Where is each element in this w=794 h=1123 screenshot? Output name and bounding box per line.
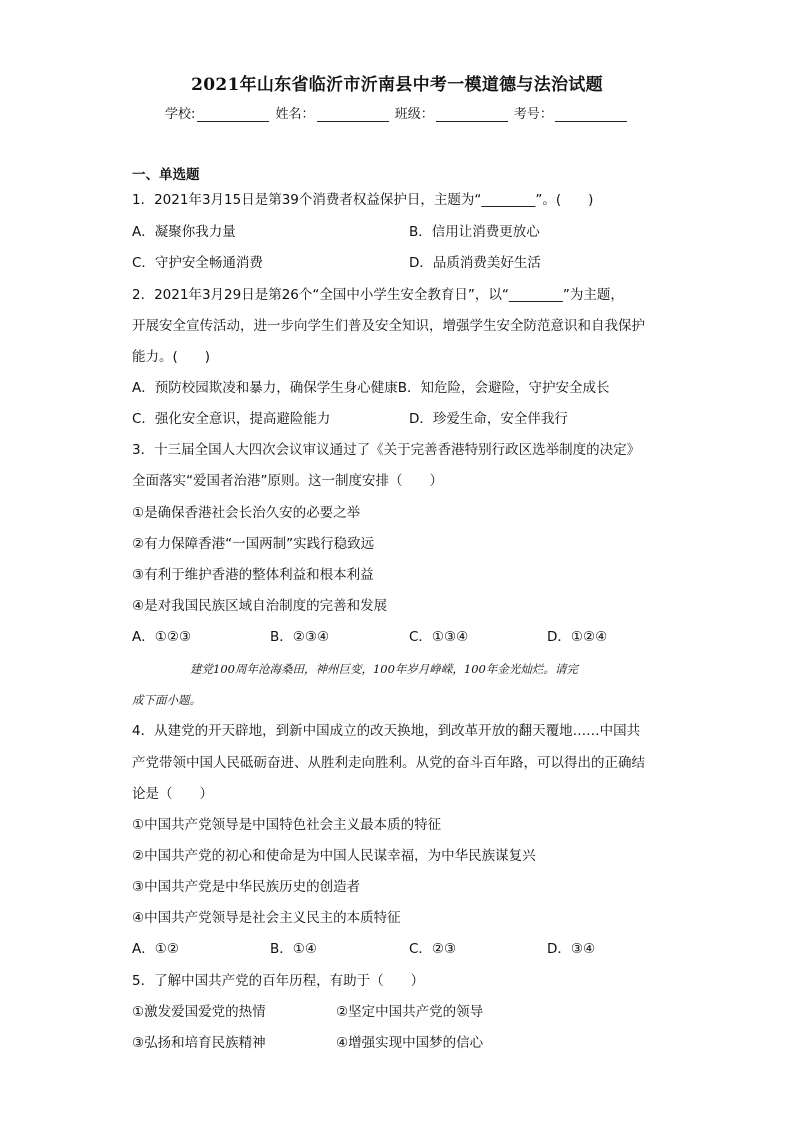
q2-stem-line1: 2．2021年3月29日是第26个“全国中小学生安全教育日”，以“________”为主题， — [132, 287, 624, 303]
q2-stem-line2: 开展安全宣传活动，进一步向学生们普及安全知识，增强学生安全防范意识和自我保护 — [132, 318, 645, 334]
q5-statement-2: ②坚定中国共产党的领导 — [336, 1004, 484, 1020]
q3-statement-3: ③有利于维护香港的整体利益和根本利益 — [132, 567, 374, 583]
q2-stem-line3: 能力。( ) — [132, 349, 211, 365]
q4-option-d: D．③④ — [547, 941, 596, 957]
q3-statement-1: ①是确保香港社会长治久安的必要之举 — [132, 505, 361, 521]
name-blank[interactable] — [317, 107, 389, 122]
q1-option-d: D．品质消费美好生活 — [409, 255, 541, 271]
q4-statement-2: ②中国共产党的初心和使命是为中国人民谋幸福，为中华民族谋复兴 — [132, 848, 536, 864]
q3-option-b: B．②③④ — [270, 629, 330, 645]
q4-option-b: B．①④ — [270, 941, 317, 957]
q3-stem-line2: 全面落实“爱国者治港”原则。这一制度安排（ ） — [132, 473, 443, 489]
exam-title: 2021年山东省临沂市沂南县中考一模道德与法治试题 — [191, 75, 603, 95]
q4-stem-line2: 产党带领中国人民砥砺奋进、从胜利走向胜利。从党的奋斗百年路，可以得出的正确结 — [132, 755, 645, 771]
passage-note-line1: 建党100周年沧海桑田，神州巨变，100年岁月峥嵘，100年金光灿烂。请完 — [190, 662, 578, 676]
q1-option-b: B．信用让消费更放心 — [409, 224, 540, 240]
q5-statement-1: ①激发爱国爱党的热情 — [132, 1004, 266, 1020]
q4-statement-3: ③中国共产党是中华民族历史的创造者 — [132, 879, 361, 895]
passage-note-line2: 成下面小题。 — [132, 693, 201, 707]
q2-option-d: D．珍爱生命，安全伴我行 — [409, 411, 568, 427]
q5-statement-3: ③弘扬和培育民族精神 — [132, 1035, 266, 1051]
q4-statement-4: ④中国共产党领导是社会主义民主的本质特征 — [132, 910, 401, 926]
q3-stem-line1: 3．十三届全国人大四次会议审议通过了《关于完善香港特别行政区选举制度的决定》 — [132, 442, 641, 458]
q4-stem-line1: 4．从建党的开天辟地，到新中国成立的改天换地，到改革开放的翻天覆地……中国共 — [132, 723, 641, 739]
q5-stem: 5．了解中国共产党的百年历程，有助于（ ） — [132, 973, 425, 989]
school-blank[interactable] — [197, 107, 269, 122]
q3-option-c: C．①③④ — [409, 629, 469, 645]
q1-stem: 1．2021年3月15日是第39个消费者权益保护日，主题为“________”。( ) — [132, 192, 594, 208]
q3-statement-4: ④是对我国民族区域自治制度的完善和发展 — [132, 598, 388, 614]
school-label: 学校: — [165, 107, 196, 122]
name-label: 姓名： — [275, 107, 315, 122]
q4-option-c: C．②③ — [409, 941, 457, 957]
class-blank[interactable] — [436, 107, 508, 122]
q3-option-a: A．①②③ — [132, 629, 192, 645]
q1-option-a: A．凝聚你我力量 — [132, 224, 236, 240]
q2-option-c: C．强化安全意识，提高避险能力 — [132, 411, 331, 427]
id-blank[interactable] — [555, 107, 627, 122]
q5-statement-4: ④增强实现中国梦的信心 — [336, 1035, 484, 1051]
q4-statement-1: ①中国共产党领导是中国特色社会主义最本质的特征 — [132, 817, 442, 833]
q2-option-ab: A．预防校园欺凌和暴力，确保学生身心健康B．知危险，会避险，守护安全成长 — [132, 380, 610, 396]
q4-stem-line3: 论是（ ） — [132, 786, 213, 802]
q4-option-a: A．①② — [132, 941, 179, 957]
q3-statement-2: ②有力保障香港“一国两制”实践行稳致远 — [132, 536, 375, 552]
student-info-row — [165, 103, 629, 122]
id-label: 考号： — [513, 107, 553, 122]
class-label: 班级： — [394, 107, 434, 122]
q3-option-d: D．①②④ — [547, 629, 608, 645]
q1-option-c: C．守护安全畅通消费 — [132, 255, 263, 271]
section-heading: 一、单选题 — [132, 167, 200, 183]
